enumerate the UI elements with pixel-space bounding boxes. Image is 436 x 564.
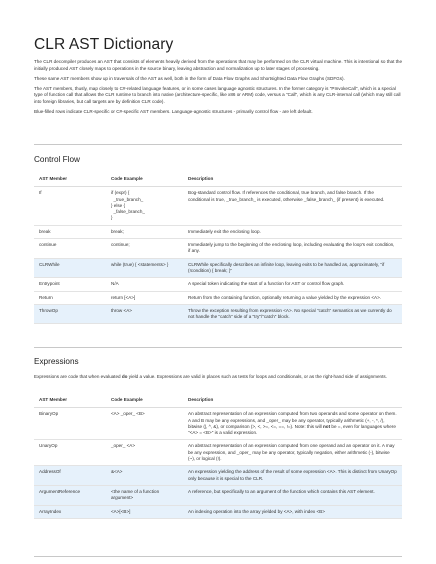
expressions-description-emphasis: do — [121, 374, 128, 379]
intro-paragraph: The AST members, thusly, map closely to C#-related language features, or in some cases language agnostic structures. In the former category is "PInvokeCall", which is a special type of function call that allows the CLR runtime to branch into native (architecture-specific, like x86 or ARM) code, versus a "Call", which is any CLR-internal call (which may still call into foreign libraries, but call targets are by definition CLR code). — [34, 85, 401, 104]
intro-section — [34, 59, 403, 119]
description-text: An abstract representation of an expression computed from one operand and an operator on it. A may be any expression, and _oper_ may be any operator, typically negation, either arithmetic (-), bitwise (~), or logical (!). — [188, 443, 395, 462]
description-cell: Throw the exception resulting from expression <A>. No special "catch" semantics as we currently do not handle the "catch" side of a "try"/"catch" block. — [183, 304, 402, 324]
code-example-cell: <A> _oper_ <B> — [106, 408, 183, 440]
section-heading-control-flow: Control Flow — [34, 155, 80, 164]
description-cell: A special token indicating the start of a function for AST or control flow graph. — [183, 278, 402, 291]
section-divider — [34, 144, 402, 145]
code-example-text: throw <A> — [111, 307, 132, 313]
table-row — [34, 440, 402, 466]
description-text: An expression yielding the address of the result of some expression <A>. This is distinct from UnaryOp only because it is special to the CLR. — [188, 469, 397, 481]
ast-member-cell: Return — [34, 291, 106, 304]
section-heading-expressions: Expressions — [34, 357, 79, 366]
description-text: An indexing operation into the array yielded by <A>, with index <B> — [188, 508, 325, 514]
code-example-cell — [106, 239, 183, 259]
ast-member-cell: CLRWhile — [34, 258, 106, 278]
code-example-cell — [106, 187, 183, 225]
expressions-table — [34, 393, 402, 519]
description-cell — [183, 440, 402, 466]
intro-paragraph: Blue-filled rows indicate CLR-specific or C#-specific AST members. Language-agnostic structures - primarily control flow - are left default. — [34, 108, 313, 114]
column-header: AST Member — [34, 393, 106, 408]
code-example-text: return [<A>] — [111, 294, 136, 300]
table-row — [34, 505, 402, 518]
ast-member-cell: BinaryOp — [34, 408, 106, 440]
ast-member-cell: If — [34, 187, 106, 225]
table-row — [34, 258, 402, 278]
ast-member-cell: break — [34, 225, 106, 238]
code-example-text: if (expr) { _true_branch_ } else { _false_branch_ } — [111, 190, 145, 221]
expressions-description-text: yield a value. Expressions are valid in places such as tests for loops and conditionals, or as the right-hand side of assignments. — [127, 374, 387, 379]
ast-member-cell: Entrypoint — [34, 278, 106, 291]
ast-member-cell: continue — [34, 239, 106, 259]
section-divider — [34, 347, 402, 348]
table-header-row — [34, 393, 402, 408]
table-row — [34, 291, 402, 304]
control-flow-table — [34, 172, 402, 324]
table-row — [34, 466, 402, 486]
code-example-cell — [106, 291, 183, 304]
description-cell: Immediately jump to the beginning of the enclosing loop, including evaluating the loop's exit condition, if any. — [183, 239, 402, 259]
table-row — [34, 239, 402, 259]
intro-paragraph: These same AST members show up in traversals of the AST as well, both in the form of Data Flow Graphs and Shortsighted Data Flow Graphs (SDFGs). — [34, 75, 345, 81]
description-cell — [183, 505, 402, 518]
intro-paragraph: The CLR decompiler produces an AST that consists of elements heavily derived from the operations that may be performed on the CLR virtual machine. This is intentional so that the initially produced AST closely maps to operations in the source binary, leaving abstraction and normalization up to later stages of processing. — [34, 59, 403, 71]
description-text: be =, even for languages where "<A> = <B>" is a valid expression. — [188, 423, 396, 436]
code-example-cell — [106, 304, 183, 324]
code-example-text: break; — [111, 228, 124, 234]
control-flow-table-body — [34, 187, 402, 324]
column-header: AST Member — [34, 172, 106, 187]
code-example-cell — [106, 278, 183, 291]
table-row — [34, 408, 402, 440]
section-divider — [34, 556, 402, 557]
table-row — [34, 187, 402, 225]
description-text: An abstract representation of an expression computed from two operands and some operator on them. A and B may be any expressions, and _oper_ may be any operator, typically arithmetic (+, -, *, /), bitwise (|, ^, &), or comparison (>, <, >=, <=, ==, !=). Note: this will — [188, 411, 397, 429]
expressions-table-body — [34, 408, 402, 519]
code-example-cell: &<A> — [106, 466, 183, 486]
description-cell — [183, 466, 402, 486]
table-row — [34, 485, 402, 505]
code-example-cell — [106, 225, 183, 238]
table-header-row — [34, 172, 402, 187]
code-example-text: N/A — [111, 281, 119, 287]
code-example-cell — [106, 258, 183, 278]
code-example-text: continue; — [111, 242, 130, 248]
column-header: Description — [183, 393, 402, 408]
ast-member-cell: ArrayIndex — [34, 505, 106, 518]
table-row — [34, 304, 402, 324]
expressions-description-text: Expressions are code that when evaluated — [34, 374, 122, 379]
code-example-cell: _oper_ <A> — [106, 440, 183, 466]
code-example-cell: <the name of a function argument> — [106, 485, 183, 505]
ast-member-cell: ThrowOp — [34, 304, 106, 324]
description-cell: CLRWhile specifically describes an infinite loop, leaving exits to be handled as, approximately, "if (!condition) { break; }" — [183, 258, 402, 278]
description-emphasis: not — [322, 423, 331, 429]
code-example-cell: <A>[<B>] — [106, 505, 183, 518]
ast-member-cell: UnaryOp — [34, 440, 106, 466]
ast-member-cell: AddressOf — [34, 466, 106, 486]
column-header: Code Example — [106, 172, 183, 187]
description-text: A reference, but specifically to an argument of the function which contains this AST element. — [188, 488, 375, 494]
column-header: Description — [183, 172, 402, 187]
expressions-description — [34, 374, 403, 381]
column-header: Code Example — [106, 393, 183, 408]
description-cell — [183, 408, 402, 440]
page-title: CLR AST Dictionary — [34, 36, 174, 53]
description-cell: Immediately exit the enclosing loop. — [183, 225, 402, 238]
description-cell — [183, 485, 402, 505]
description-cell: Bog-standard control flow. If references the conditional, true branch, and false branch. If the conditional is true, _true_branch_ is executed, otherwise _false_branch_ (if present) is executed. — [183, 187, 402, 225]
table-row — [34, 225, 402, 238]
code-example-text: while (true) { <statements> } — [111, 261, 169, 267]
ast-member-cell: ArgumentReference — [34, 485, 106, 505]
table-row — [34, 278, 402, 291]
description-cell: Return from the containing function, optionally returning a value yielded by the expression <A>. — [183, 291, 402, 304]
